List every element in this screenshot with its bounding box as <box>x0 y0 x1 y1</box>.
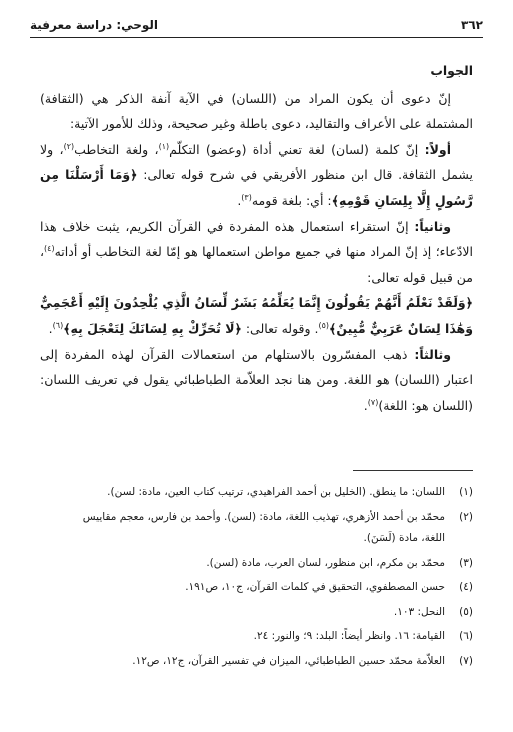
footnotes <box>40 482 473 675</box>
text-run: إنّ كلمة (لسان) لغة تعني أداة (وعضو) التكلّم <box>169 141 425 157</box>
footnote-number: (٢) <box>459 510 473 523</box>
footnote <box>40 651 473 673</box>
text-run: ، ولا يشمل الثقافة. قال ابن منظور الأفريقي في شرح قوله تعالى: <box>40 141 474 183</box>
footnote-ref-6[interactable]: (٦) <box>52 320 64 330</box>
main-text <box>40 58 473 418</box>
footnote-text: حسن المصطفوي، التحقيق في كلمات القرآن، ج١٠، ص١٩١. <box>185 581 445 593</box>
footnote-number: (١) <box>459 486 473 498</box>
text-run: : أي: بلغة قومه <box>251 192 332 208</box>
paragraph-third-point <box>40 342 473 419</box>
footnote-ref-2[interactable]: (٢) <box>63 141 75 151</box>
point-label-third: وثالثاً: <box>414 346 451 362</box>
footnote-ref-3[interactable]: (٣) <box>241 192 252 202</box>
section-heading: الجواب <box>430 63 473 78</box>
footnote-divider <box>353 470 473 471</box>
quran-verse: ﴿لَا تُحَرِّكْ بِهِ لِسَانَكَ لِتَعْجَلَ بِهِ﴾ <box>63 320 242 336</box>
footnote <box>40 507 473 550</box>
footnote <box>40 482 473 504</box>
footnote-ref-5[interactable]: (٥) <box>318 320 330 330</box>
running-title: الوحي: دراسة معرفية <box>30 18 159 32</box>
footnote <box>40 602 473 624</box>
footnote-text: العلاّمة محمّد حسين الطباطبائي، الميزان في تفسير القرآن، ج١٢، ص١٢. <box>132 654 445 667</box>
footnote-text: محمّد بن مكرم، ابن منظور، لسان العرب، مادة (لسن). <box>206 556 445 569</box>
footnote-ref-1[interactable]: (١) <box>158 141 170 151</box>
text-run: . <box>48 320 53 336</box>
footnote-number: (٦) <box>459 630 473 642</box>
footnote-number: (٤) <box>459 581 473 593</box>
paragraph-intro: إنّ دعوى أن يكون المراد من (اللسان) في الآية آنفة الذكر هي (الثقافة) المشتملة على الأعراف والتقاليد، دعوى باطلة وغير صحيحة، وذلك للأمور الآتية: <box>40 90 473 132</box>
paragraph-verses <box>40 290 473 341</box>
footnote-number: (٥) <box>459 605 473 618</box>
point-label-second: وثانياً: <box>414 218 451 234</box>
page-number: ٣٦٢ <box>461 18 483 32</box>
text-run: . وقوله تعالى: <box>241 320 319 336</box>
text-run: ، من قبيل قوله تعالى: <box>40 244 473 285</box>
footnote-ref-4[interactable]: (٤) <box>44 244 55 253</box>
footnote-ref-7[interactable]: (٧) <box>367 397 379 407</box>
footnote <box>40 577 473 599</box>
footnote-text: القيامة: ١٦. وانظر أيضاً: البلد: ٩؛ والنور: ٢٤. <box>253 630 445 642</box>
quran-verse: ﴿وَمَا أَرْسَلْنَا مِن رَّسُولٍ إِلَّا بِلِسَانِ قَوْمِهِ﴾ <box>40 167 473 208</box>
paragraph-first-point <box>40 137 473 214</box>
text-run: . <box>363 397 368 413</box>
point-label-first: أولاً: <box>424 141 451 157</box>
footnote-text: محمّد بن أحمد الأزهري، تهذيب اللغة، مادة: (لسن). وأحمد بن فارس، معجم مقاييس <box>82 510 445 523</box>
footnote <box>40 626 473 648</box>
footnote-number: (٣) <box>459 556 473 569</box>
footnote-text-continuation: اللغة، مادة (لَسَنَ). <box>363 532 445 544</box>
footnote-text: النحل: ١٠٣. <box>393 605 445 618</box>
text-run: ، ولغة التخاطب <box>74 141 159 157</box>
quran-verse: ﴿وَلَقَدْ نَعْلَمُ أَنَّهُمْ يَقُولُونَ إِنَّمَا يُعَلِّمُهُ بَشَرٌ لِّسَانُ الَّذِي يُلْحِدُونَ إِلَيْهِ أَعْجَمِيٌّ وَهَٰذَا لِسَانٌ عَرَبِيٌّ مُّبِينٌ﴾ <box>40 295 473 336</box>
footnote-number: (٧) <box>459 654 473 667</box>
text-run: . <box>237 192 242 208</box>
header-divider <box>30 37 483 38</box>
footnote-text: اللسان: ما ينطق. (الخليل بن أحمد الفراهيدي، ترتيب كتاب العين، مادة: لسن). <box>107 486 445 498</box>
paragraph-second-point <box>40 214 473 291</box>
footnote <box>40 553 473 575</box>
text-run: ذهب المفسّرون بالاستلهام من استعمالات القرآن لهذه المفردة إلى اعتبار (اللسان) هو اللغة. ومن هنا نجد العلاّمة الطباطبائي يقول في تعريف اللسان: (اللسان هو: اللغة) <box>40 346 473 413</box>
page-header <box>30 16 483 34</box>
text-run: إنّ استقراء استعمال هذه المفردة في القرآن الكريم، يثبت خلاف هذا الادّعاء؛ إذ إنّ المراد منها في جميع مواطن استعمالها هو إمّا لغة التخاطب أو أداته <box>40 218 473 260</box>
